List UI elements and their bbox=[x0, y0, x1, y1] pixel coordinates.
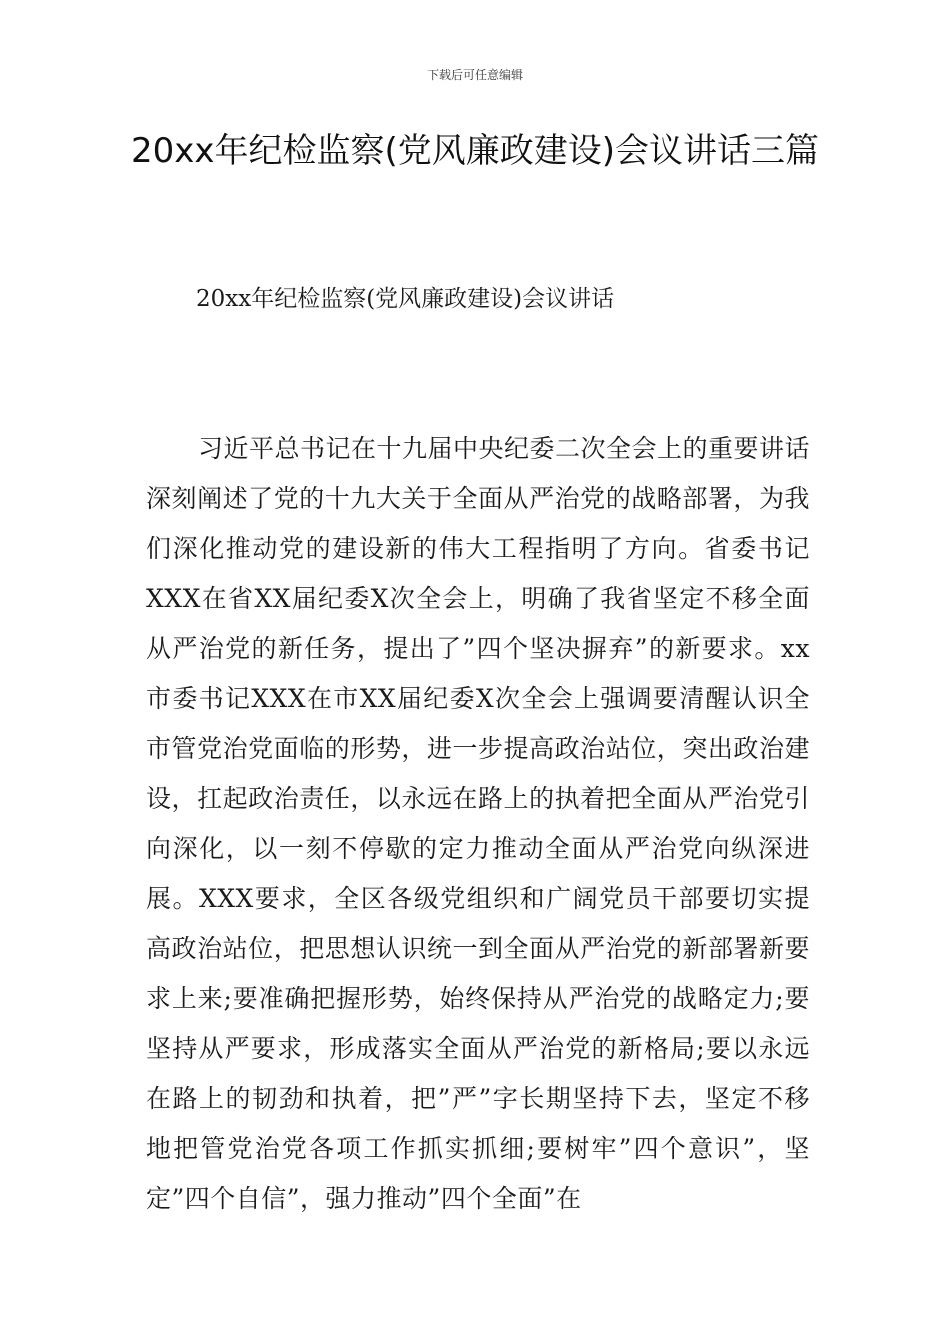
document-subtitle: 20xx年纪检监察(党风廉政建设)会议讲话 bbox=[196, 286, 615, 312]
document-title: 20xx年纪检监察(党风廉政建设)会议讲话三篇 bbox=[130, 131, 820, 171]
header-note: 下载后可任意编辑 bbox=[426, 68, 523, 82]
body-paragraph: 习近平总书记在十九届中央纪委二次全会上的重要讲话深刻阐述了党的十九大关于全面从严治党的战略部署，为我们深化推动党的建设新的伟大工程指明了方向。省委书记XXX在省XX届纪委X次全会上，明确了我省坚定不移全面从严治党的新任务，提出了”四个坚决摒弃”的新要求。xx市委书记XXX在市XX届纪委X次全会上强调要清醒认识全市管党治党面临的形势，进一步提高政治站位，突出政治建设，扛起政治责任，以永远在路上的执着把全面从严治党引向深化，以一刻不停歇的定力推动全面从严治党向纵深进展。XXX要求，全区各级党组织和广阔党员干部要切实提高政治站位，把思想认识统一到全面从严治党的新部署新要求上来;要准确把握形势，始终保持从严治党的战略定力;要坚持从严要求，形成落实全面从严治党的新格局;要以永远在路上的韧劲和执着，把”严”字长期坚持下去，坚定不移地把管党治党各项工作抓实抓细;要树牢”四个意识”，坚定”四个自信”，强力推动”四个全面”在 bbox=[146, 434, 811, 1213]
